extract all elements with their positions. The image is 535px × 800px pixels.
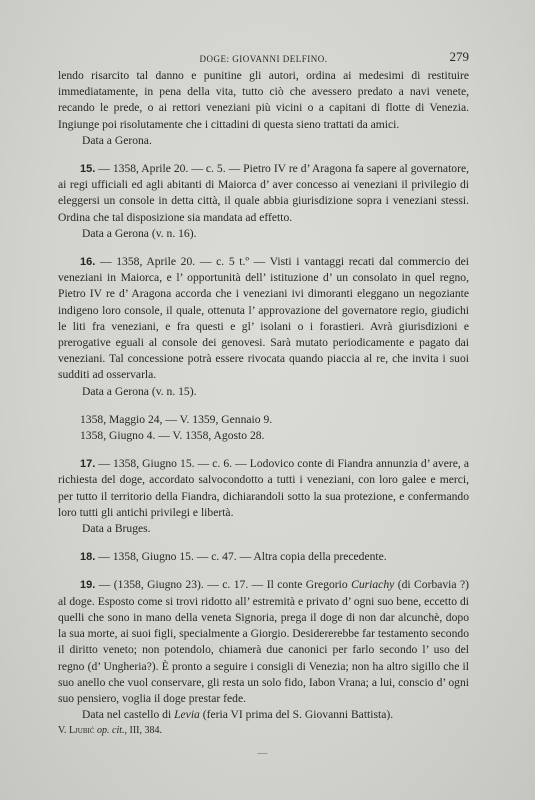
page-number: 279 [449, 49, 469, 64]
ref-op-cit: op. cit. [94, 725, 125, 737]
entry-text-b: (di Corbavia ?) al doge. Esposto come si trovi ridotto all’ estremità e privato d’ ogni suo bene, eccetto di quelli che sono in mano della veneta Signoria, prega il doge di non dar alcunchè, dopo la sua morte, ai suoi figli, specialmente a Giorgio. Desidererebbe far testamento secondo il diritto veneto; non potendolo, chiamerà due canonici per farlo secondo l’ uso del regno (d’ Ungheria?). È pronto a seguire i consigli di Venezia; non ha altro sigillo che il suo anello che vuol conservare, gli resta un solo fido, Iabon Vrana; a lui, conscio d’ ogni suo pensiero, voglia il doge prestar fede. [58, 578, 470, 705]
entry-16 [58, 254, 469, 400]
ref-suffix: , III, 384. [124, 725, 162, 737]
data-text-b: (feria VI prima del S. Giovanni Battista). [199, 708, 394, 722]
data-text-a: Data nel castello di [82, 708, 175, 722]
continuation-data: Data a Gerona. [82, 133, 152, 147]
date-line: 1358, Maggio 24, — V. 1359, Gennaio 9. [80, 412, 273, 426]
body-text [58, 68, 469, 762]
ref-author: Ljubić [68, 725, 95, 737]
entry-data: Data a Bruges. [82, 522, 151, 536]
entry-data: Data a Gerona (v. n. 15). [82, 384, 197, 398]
entry-number: 18. [80, 551, 96, 564]
entry-19 [58, 577, 469, 739]
place-name: Levia [174, 708, 200, 722]
entry-data: Data a Gerona (v. n. 16). [82, 226, 197, 240]
person-name: Curiachy [351, 578, 395, 592]
entry-number: 19. [80, 579, 96, 592]
entry-text-a: — (1358, Giugno 23). — c. 17. — Il conte Gregorio [98, 578, 352, 592]
bibliographic-reference [58, 723, 469, 739]
ref-prefix: V. [58, 725, 69, 737]
entry-text: — 1358, Giugno 15. — c. 47. — Altra copia della precedente. [98, 550, 387, 564]
entry-text: — 1358, Aprile 20. — c. 5 t.º — Visti i vantaggi recati dal commercio dei veneziani in Maiorca, e l’ opportunità dell’ istituzione d’ un consolato in quel regno, Pietro IV re d’ Aragona accorda che i veneziani ivi dimoranti eleggano un negoziante indigeno loro console, il quale, ottenuta l’ approvazione del governatore regio, giudichi le liti fra veneziani, e fra questi e gl’ isolani o i forastieri. Avrà giurisdizioni e prerogative eguali al console dei genovesi. Sarà mutato periodicamente e pagato dai veneziani. Tal concessione potrà essere rivocata quando piaccia al re, che invita i suoi sudditi ad osservarla. [58, 255, 470, 382]
entry-text: — 1358, Aprile 20. — c. 5. — Pietro IV re d’ Aragona fa sapere al governatore, ai regi ufficiali ed agli abitanti di Maiorca d’ aver concesso ai veneziani il privilegio di eleggersi un console in detta città, il quale abbia giurisdizione sopra i veneziani stessi. Ordina che tal disposizione sia mandata ad effetto. [58, 162, 469, 224]
entry-18 [58, 549, 469, 565]
entry-text: — 1358, Giugno 15. — c. 6. — Lodovico conte di Fiandra annunzia d’ avere, a richiesta del doge, accordato salvocondotto a tutti i veneziani, con loro galee e merci, per tutto il territorio della Fiandra, dichiarandoli sotto la sua protezione, e confermando loro tutti gli antichi privilegi e libertà. [58, 457, 469, 519]
cross-reference-dates [58, 412, 469, 444]
entry-number: 17. [80, 458, 96, 471]
entry-number: 16. [80, 256, 96, 269]
entry-number: 15. [80, 163, 96, 176]
entry-17 [58, 456, 469, 537]
running-title: DOGE: GIOVANNI DELFINO. [199, 54, 328, 64]
entry-data [58, 707, 469, 723]
end-rule: — [257, 747, 270, 759]
running-head [58, 50, 469, 68]
entry-15 [58, 161, 469, 242]
date-line: 1358, Giugno 4. — V. 1358, Agosto 28. [80, 429, 265, 443]
continuation-paragraph: lendo risarcito tal danno e punitine gli autori, ordina ai medesimi di restituire immediatamente, in pena della vita, tutto ciò che avessero predato a navi venete, recando le prede, o ai rettori veneziani più vicini o a capitani di flotte di Venezia. Ingiunge poi risolutamente che i cittadini di questa sieno trattati da amici. [58, 69, 469, 131]
